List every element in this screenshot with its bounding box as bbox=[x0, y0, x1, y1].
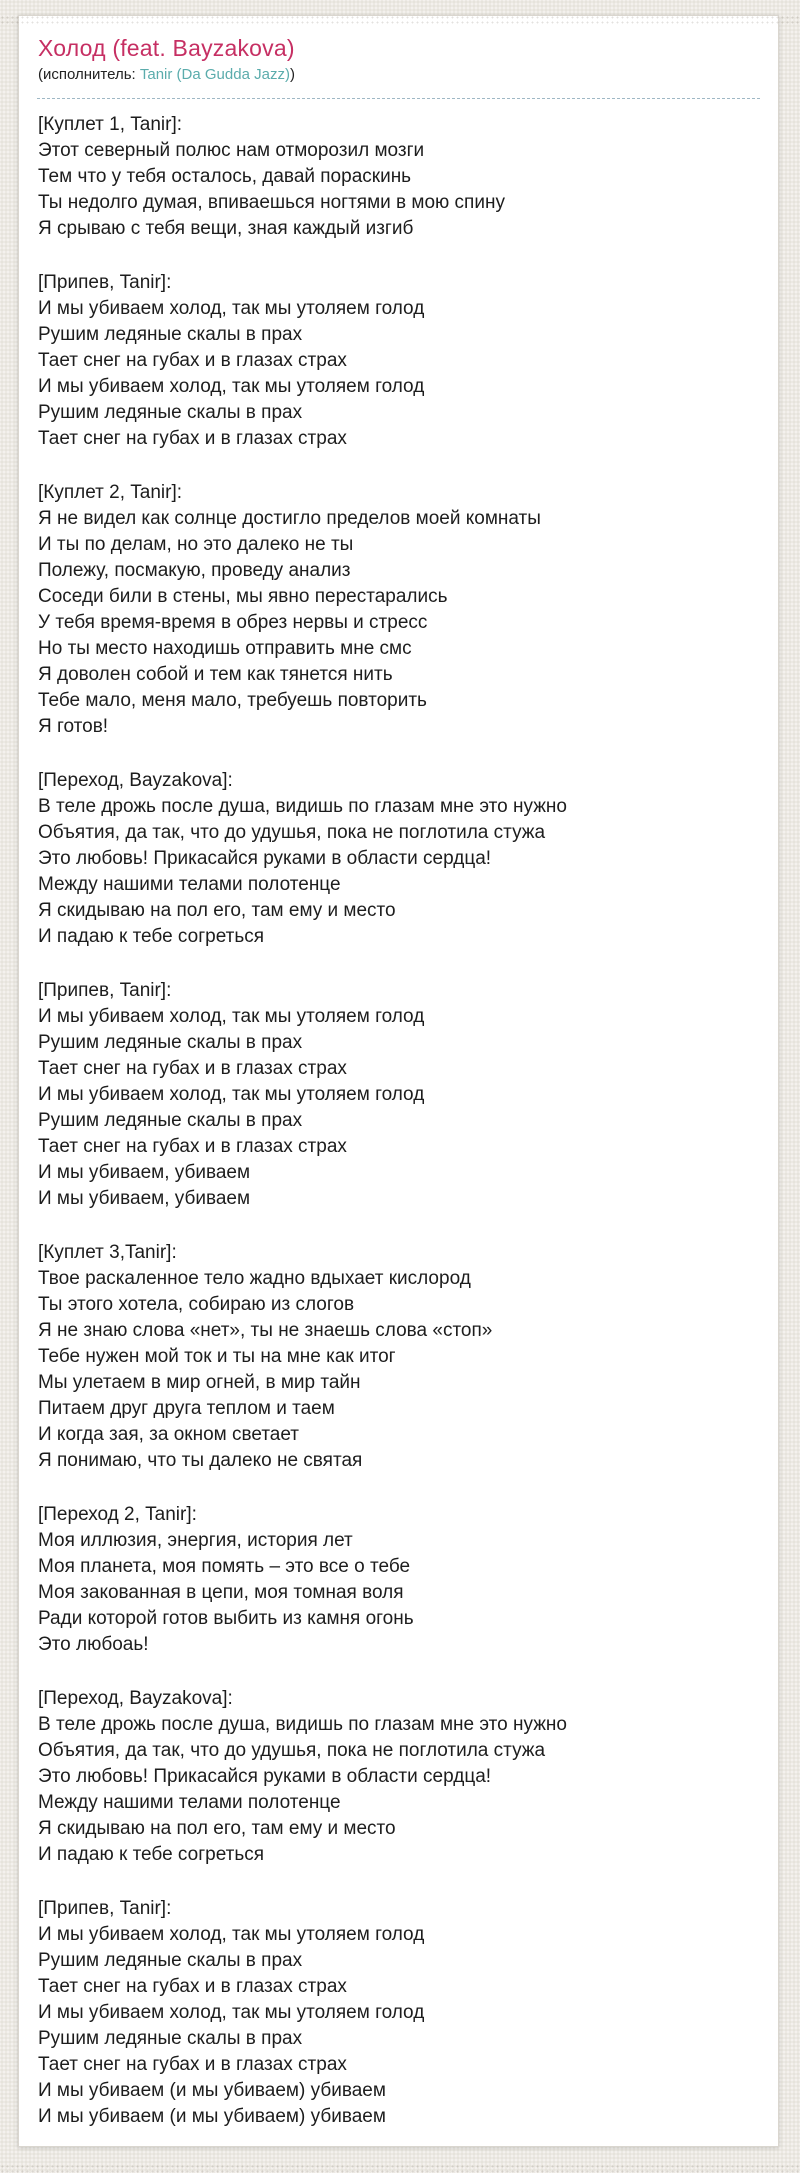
song-title: Холод (feat. Bayzakova) bbox=[38, 35, 295, 61]
lyrics-section: [Куплет 3,Tanir]: Твое раскаленное тело жадно вдыхает кислород Ты этого хотела, собираю из слогов Я не знаю слова «нет», ты не знаешь слова «стоп» Тебе нужен мой ток и ты на мне как итог Мы улетаем в мир огней, в мир тайн Питаем друг друга теплом и таем И когда зая, за окном светает Я понимаю, что ты далеко не святая bbox=[38, 1242, 493, 1471]
song-card bbox=[18, 15, 779, 2147]
lyrics-section: [Куплет 1, Tanir]: Этот северный полюс нам отморозил мозги Тем что у тебя осталось, давай пораскинь Ты недолго думая, впиваешься ногтями в мою спину Я срываю с тебя вещи, зная каждый изгиб bbox=[38, 114, 505, 239]
lyrics-section: [Припев, Tanir]: И мы убиваем холод, так мы утоляем голод Рушим ледяные скалы в прах Тает снег на губах и в глазах страх И мы убиваем холод, так мы утоляем голод Рушим ледяные скалы в прах Тает снег на губах и в глазах страх И мы убиваем (и мы убиваем) убиваем И мы убиваем (и мы убиваем) убиваем bbox=[38, 1898, 425, 2127]
lyrics-section: [Куплет 2, Tanir]: Я не видел как солнце достигло пределов моей комнаты И ты по делам, но это далеко не ты Полежу, посмакую, проведу анализ Соседи били в стены, мы явно перестарались У тебя время-время в обрез нервы и стресс Но ты место находишь отправить мне смс Я доволен собой и тем как тянется нить Тебе мало, меня мало, требуешь повторить Я готов! bbox=[38, 482, 541, 737]
background-texture-band-top bbox=[0, 15, 800, 24]
subtitle-prefix: (исполнитель: bbox=[38, 66, 140, 83]
background-texture-band-bottom bbox=[0, 2164, 800, 2173]
lyrics-section: [Переход, Bayzakova]: В теле дрожь после душа, видишь по глазам мне это нужно Объятия, да так, что до удушья, пока не поглотила стужа Это любовь! Прикасайся руками в области сердца! Между нашими телами полотенце Я скидываю на пол его, там ему и место И падаю к тебе согреться bbox=[38, 770, 567, 947]
lyrics-section: [Припев, Tanir]: И мы убиваем холод, так мы утоляем голод Рушим ледяные скалы в прах Тает снег на губах и в глазах страх И мы убиваем холод, так мы утоляем голод Рушим ледяные скалы в прах Тает снег на губах и в глазах страх bbox=[38, 272, 425, 449]
subtitle-suffix: ) bbox=[289, 66, 295, 83]
lyrics-section: [Переход 2, Tanir]: Моя иллюзия, энергия, история лет Моя планета, моя помять – это все о тебе Моя закованная в цепи, моя томная воля Ради которой готов выбить из камня огонь Это любоаь! bbox=[38, 1504, 414, 1655]
lyrics bbox=[37, 112, 760, 2130]
artist-link[interactable]: Tanir (Da Gudda Jazz) bbox=[139, 66, 290, 83]
song-header bbox=[37, 28, 760, 99]
song-subtitle bbox=[38, 64, 760, 86]
lyrics-section: [Припев, Tanir]: И мы убиваем холод, так мы утоляем голод Рушим ледяные скалы в прах Тает снег на губах и в глазах страх И мы убиваем холод, так мы утоляем голод Рушим ледяные скалы в прах Тает снег на губах и в глазах страх И мы убиваем, убиваем И мы убиваем, убиваем bbox=[38, 980, 425, 1209]
lyrics-section: [Переход, Bayzakova]: В теле дрожь после душа, видишь по глазам мне это нужно Объятия, да так, что до удушья, пока не поглотила стужа Это любовь! Прикасайся руками в области сердца! Между нашими телами полотенце Я скидываю на пол его, там ему и место И падаю к тебе согреться bbox=[38, 1688, 567, 1865]
